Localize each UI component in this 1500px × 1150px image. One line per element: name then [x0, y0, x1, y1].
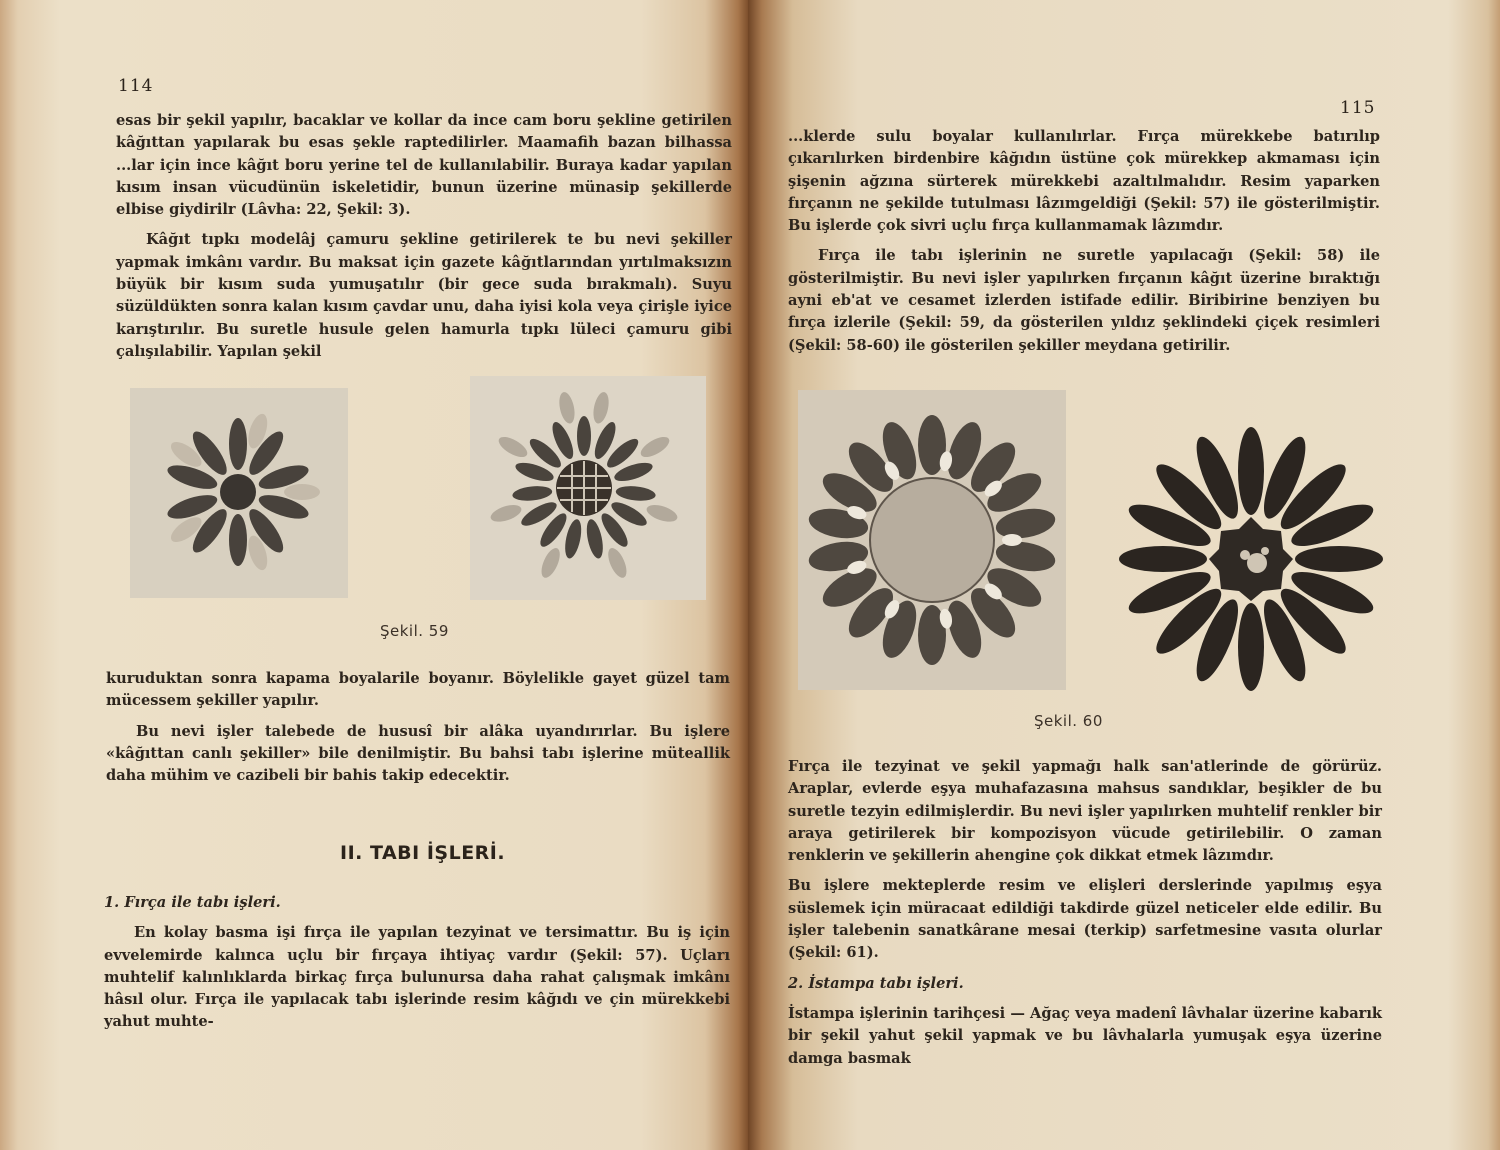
left-paragraph-2: Kâğıt tıpkı modelâj çamuru şekline getirilerek te bu nevi şekiller yapmak imkânı vardır. Bu maksat için gazete kâğıtlarından yırtılmaksızın büyük bir kısım suda yumuşatılır (bir gece suda bırakmalı). Suyu süzüldükten sonra kalan kısım çavdar unu, daha iyisi kola veya çirişle iyice karıştırılır. Bu suretle husule gelen hamurla tıpkı lüleci çamuru gibi çalışılabilir. Yapılan şekil [116, 231, 732, 360]
right-paragraph-2: Fırça ile tabı işlerinin ne suretle yapılacağı (Şekil: 58) ile gösterilmiştir. Bu nevi işler yapılırken fırçanın kâğıt üzerine bıraktığı ayni eb'at ve cesamet izlerden istifade edilir. Biribirine benziyen bu fırça izlerile (Şekil: 59, da gösterilen yıldız şeklindeki çiçek resimleri (Şekil: 58-60) ile gösterilen şekiller meydana getirilir. [788, 247, 1380, 354]
right-paragraph-1: ...klerde sulu boyalar kullanılırlar. Fırça mürekkebe batırılıp çıkarılırken birdenbire kâğıdın üstüne çok mürekkep akmaması için şişenin ağzına sürterek mürekkebi azaltılmalıdır. Resim yaparken fırçanın ne şekilde tutulması lâzımgeldiği (Şekil: 57) ile gösterilmiştir. Bu işlerde çok sivri uçlu fırça kullanmamak lâzımdır. [788, 128, 1380, 235]
figure-59-caption: Şekil. 59 [380, 622, 449, 640]
flower-checkered-icon [470, 376, 706, 600]
left-page [0, 0, 748, 1150]
left-paragraph-5: En kolay basma işi fırça ile yapılan tezyinat ve tersimattır. Bu iş için evvelemirde kalınca uçlu bir fırçaya ihtiyaç vardır (Şekil: 57). Uçları muhtelif kalınlıklarda birkaç fırça bulunursa daha rahat çalışmak imkânı hâsıl olur. Fırça ile yapılacak tabı işlerinde resim kâğıdı ve çin mürekkebi yahut muhte- [104, 924, 730, 1031]
right-paragraph-3: Fırça ile tezyinat ve şekil yapmağı halk san'atlerinde de görürüz. Araplar, evlerde eşya muhafazasına mahsus sandıklar, beşikler de bu suretle tezyin edilmişlerdir. Bu nevi işler yapılırken muhtelif renkler bir araya getirilerek bir kompozisyon vücude getirilebilir. O zaman renklerin ve şekillerin ahengine çok dikkat etmek lâzımdır. [788, 758, 1382, 865]
flower-light-center-icon [798, 390, 1066, 690]
left-paragraph-1: esas bir şekil yapılır, bacaklar ve kollar da ince cam boru şekline getirilen kâğıttan yapılarak bu esas şekle raptedilirler. Maamafih bazan bilhassa ...lar için ince kâğıt boru yerine tel de kullanılabilir. Buraya kadar yapılan kısım insan vücudünün iskeletidir, bunun üzerine münasip şekillerde elbise giydirilr (Lâvha: 22, Şekil: 3). [116, 112, 732, 219]
left-subheading: 1. Fırça ile tabı işleri. [104, 894, 281, 911]
page-number-right: 115 [1340, 98, 1376, 118]
figure-59-right-image [470, 376, 706, 600]
figure-60-right-image [1106, 424, 1396, 694]
left-text-top [116, 110, 732, 371]
section-title: II. TABI İŞLERİ. [340, 842, 506, 864]
page-number-left: 114 [118, 76, 154, 96]
left-text-middle [106, 668, 730, 795]
left-text-bottom [104, 892, 730, 1042]
figure-60-caption: Şekil. 60 [1034, 712, 1103, 730]
right-paragraph-4: Bu işlere mekteplerde resim ve elişleri derslerinde yapılmış eşya süslemek için müracaat edildiği takdirde güzel neticeler elde edilir. Bu işler talebenin sanatkârane mesai (terkip) sarfetmesine vasıta olurlar (Şekil: 61). [788, 877, 1382, 962]
right-page [748, 0, 1500, 1150]
left-paragraph-4: Bu nevi işler talebede de hususî bir alâka uyandırırlar. Bu işlere «kâğıttan canlı şekiller» bile denilmiştir. Bu bahsi tabı işlerine müteallik daha mühim ve cazibeli bir bahis takip edecektir. [106, 722, 730, 785]
right-text-top [788, 126, 1380, 365]
left-paragraph-3: kuruduktan sonra kapama boyalarile boyanır. Böylelikle gayet güzel tam mücessem şekiller yapılır. [106, 670, 730, 710]
flower-dark-petals-icon [1106, 424, 1396, 694]
right-paragraph-5: İstampa işlerinin tarihçesi — Ağaç veya madenî lâvhalar üzerine kabarık bir şekil yahut şekil yapmak ve bu lâvhalarla yumuşak eşya üzerine damga basmak [788, 1004, 1382, 1067]
figure-59-left-image [130, 388, 348, 598]
figure-60-left-image [798, 390, 1066, 690]
right-text-bottom [788, 756, 1382, 1078]
flower-brush-icon [130, 388, 348, 598]
right-subheading: 2. İstampa tabı işleri. [788, 974, 964, 992]
